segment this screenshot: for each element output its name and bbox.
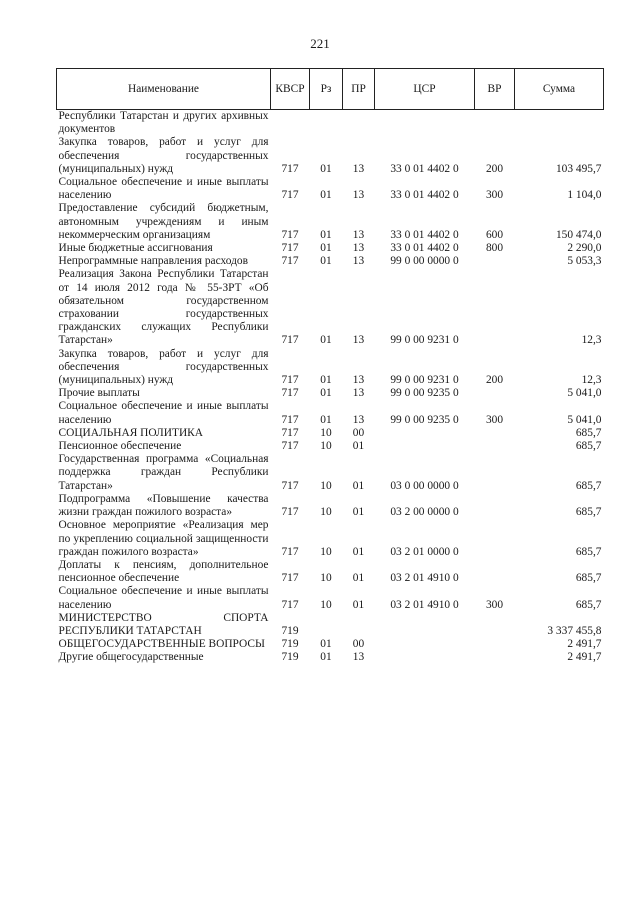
cell-vr: 200 xyxy=(485,374,504,387)
cell-sum: 5 041,0 xyxy=(567,413,602,426)
cell-csr xyxy=(375,612,475,638)
cell-sum: 5 041,0 xyxy=(567,387,602,400)
cell-pr: 13 xyxy=(352,387,365,400)
cell-rz: 01 xyxy=(320,413,332,426)
table-row xyxy=(57,453,604,493)
cell-vr: 300 xyxy=(485,189,504,202)
cell-pr: 01 xyxy=(352,545,365,558)
cell-csr xyxy=(375,638,475,651)
table-row xyxy=(57,440,604,453)
table-row xyxy=(57,268,604,347)
cell-pr: 01 xyxy=(352,506,365,519)
cell-kvsr: 719 xyxy=(281,651,299,664)
cell-sum: 12,3 xyxy=(581,334,602,347)
cell-rz: 10 xyxy=(320,479,332,492)
table-row xyxy=(57,110,604,137)
cell-sum: 685,7 xyxy=(575,426,602,439)
cell-sum: 2 290,0 xyxy=(567,242,602,255)
cell-sum: 5 053,3 xyxy=(567,255,602,268)
cell-kvsr: 717 xyxy=(281,545,299,558)
cell-vr xyxy=(475,387,515,400)
cell-kvsr: 717 xyxy=(281,426,299,439)
cell-pr: 13 xyxy=(352,413,365,426)
cell-rz: 01 xyxy=(320,228,332,241)
cell-rz: 01 xyxy=(320,189,332,202)
cell-kvsr: 719 xyxy=(281,624,299,637)
cell-pr: 00 xyxy=(352,426,365,439)
table-row xyxy=(57,651,604,664)
cell-csr: 33 0 01 4402 0 xyxy=(390,242,459,255)
cell-kvsr: 717 xyxy=(281,228,299,241)
cell-vr: 300 xyxy=(485,413,504,426)
cell-name: Социальное обеспечение и иные выплаты населению xyxy=(58,400,269,426)
cell-sum: 685,7 xyxy=(575,598,602,611)
cell-pr: 13 xyxy=(352,162,365,175)
table-row xyxy=(57,400,604,426)
header-name: Наименование xyxy=(57,69,271,110)
cell-pr: 01 xyxy=(352,479,365,492)
cell-kvsr: 717 xyxy=(281,374,299,387)
cell-pr: 13 xyxy=(352,242,365,255)
cell-vr xyxy=(475,612,515,638)
table-body xyxy=(57,110,604,665)
cell-pr: 13 xyxy=(352,334,365,347)
header-csr: ЦСР xyxy=(375,69,475,110)
budget-table xyxy=(56,68,604,665)
cell-csr: 03 2 01 4910 0 xyxy=(390,572,459,585)
table-row xyxy=(57,176,604,202)
cell-name: Государственная программа «Социальная поддержка граждан Республики Татарстан» xyxy=(58,453,269,492)
cell-name: Доплаты к пенсиям, дополнительное пенсионное обеспечение xyxy=(58,558,269,585)
cell-name: Прочие выплаты xyxy=(58,387,140,400)
table-row xyxy=(57,519,604,559)
cell-rz: 01 xyxy=(320,374,332,387)
cell-name: Другие общегосударственные xyxy=(58,651,204,664)
cell-name: СОЦИАЛЬНАЯ ПОЛИТИКА xyxy=(58,426,204,439)
cell-sum: 103 495,7 xyxy=(555,162,602,175)
cell-pr xyxy=(343,110,375,137)
cell-csr xyxy=(375,651,475,664)
cell-pr: 13 xyxy=(352,189,365,202)
cell-name: Социальное обеспечение и иные выплаты населению xyxy=(58,176,269,202)
cell-sum: 12,3 xyxy=(581,374,602,387)
cell-name: Социальное обеспечение и иные выплаты населению xyxy=(58,585,269,611)
cell-name: Республики Татарстан и других архивных документов xyxy=(58,110,269,136)
cell-sum: 150 474,0 xyxy=(555,228,602,241)
cell-kvsr: 717 xyxy=(281,387,299,400)
cell-rz: 01 xyxy=(320,255,332,268)
cell-name: Иные бюджетные ассигнования xyxy=(58,242,213,255)
cell-rz: 10 xyxy=(320,572,332,585)
table-row xyxy=(57,585,604,611)
cell-kvsr: 717 xyxy=(281,598,299,611)
header-kvsr: КВСР xyxy=(271,69,310,110)
table-row xyxy=(57,255,604,268)
cell-kvsr: 717 xyxy=(281,413,299,426)
cell-rz: 01 xyxy=(320,334,332,347)
cell-csr: 33 0 01 4402 0 xyxy=(390,162,459,175)
table-row xyxy=(57,638,604,651)
cell-vr: 800 xyxy=(485,242,504,255)
table-row xyxy=(57,202,604,242)
cell-csr: 03 2 01 0000 0 xyxy=(390,545,459,558)
cell-pr: 13 xyxy=(352,651,365,664)
cell-vr: 200 xyxy=(485,162,504,175)
cell-sum: 2 491,7 xyxy=(567,638,602,651)
cell-pr: 01 xyxy=(352,598,365,611)
header-pr: ПР xyxy=(343,69,375,110)
table-row xyxy=(57,559,604,585)
cell-sum: 685,7 xyxy=(575,572,602,585)
table-row xyxy=(57,348,604,388)
cell-vr xyxy=(475,268,515,347)
cell-rz: 10 xyxy=(320,426,332,439)
cell-sum: 685,7 xyxy=(575,440,602,453)
cell-kvsr xyxy=(271,110,310,137)
cell-name: Пенсионное обеспечение xyxy=(58,440,182,453)
cell-name: Основное мероприятие «Реализация мер по укреплению социальной защищенности граждан пожилого возраста» xyxy=(58,519,269,558)
cell-vr xyxy=(475,110,515,137)
cell-rz: 01 xyxy=(320,387,332,400)
cell-kvsr: 717 xyxy=(281,189,299,202)
cell-sum: 3 337 455,8 xyxy=(547,624,602,637)
header-vr: ВР xyxy=(475,69,515,110)
cell-csr: 03 2 00 0000 0 xyxy=(390,506,459,519)
cell-sum: 2 491,7 xyxy=(567,651,602,664)
cell-csr: 33 0 01 4402 0 xyxy=(390,228,459,241)
cell-csr: 99 0 00 9235 0 xyxy=(390,387,459,400)
cell-vr xyxy=(475,519,515,559)
cell-csr: 99 0 00 9235 0 xyxy=(390,413,459,426)
cell-pr: 13 xyxy=(352,374,365,387)
cell-csr xyxy=(375,110,475,137)
cell-name: ОБЩЕГОСУДАРСТВЕННЫЕ ВОПРОСЫ xyxy=(58,638,265,651)
cell-kvsr: 717 xyxy=(281,572,299,585)
cell-sum: 685,7 xyxy=(575,479,602,492)
cell-name: Реализация Закона Республики Татарстан от 14 июля 2012 года № 55-ЗРТ «Об обязательном государственном страховании государственных гражданских служащих Республики Татарстан» xyxy=(58,268,269,347)
cell-csr: 03 0 00 0000 0 xyxy=(390,479,459,492)
cell-name: Закупка товаров, работ и услуг для обеспечения государственных (муниципальных) нужд xyxy=(58,347,269,387)
cell-csr: 99 0 00 9231 0 xyxy=(390,374,459,387)
cell-sum: 685,7 xyxy=(575,506,602,519)
cell-csr: 03 2 01 4910 0 xyxy=(390,598,459,611)
cell-pr: 01 xyxy=(352,572,365,585)
cell-kvsr: 717 xyxy=(281,242,299,255)
cell-name: МИНИСТЕРСТВО СПОРТА РЕСПУБЛИКИ ТАТАРСТАН xyxy=(58,611,269,637)
table-row xyxy=(57,493,604,519)
cell-rz: 01 xyxy=(320,651,332,664)
cell-vr xyxy=(475,453,515,493)
cell-pr: 13 xyxy=(352,228,365,241)
cell-sum: 685,7 xyxy=(575,545,602,558)
cell-csr xyxy=(375,427,475,440)
cell-vr: 300 xyxy=(485,598,504,611)
cell-name: Предоставление субсидий бюджетным, автономным учреждениям и иным некоммерческим организациям xyxy=(58,202,269,241)
cell-csr: 99 0 00 0000 0 xyxy=(390,255,459,268)
cell-rz: 10 xyxy=(320,545,332,558)
table-row xyxy=(57,242,604,255)
table-row xyxy=(57,387,604,400)
cell-kvsr: 717 xyxy=(281,255,299,268)
cell-vr xyxy=(475,440,515,453)
cell-rz: 01 xyxy=(320,162,332,175)
cell-rz: 01 xyxy=(320,638,332,651)
cell-vr xyxy=(475,559,515,585)
cell-vr xyxy=(475,255,515,268)
table-header-row xyxy=(57,69,604,110)
cell-vr xyxy=(475,493,515,519)
cell-kvsr: 717 xyxy=(281,506,299,519)
cell-kvsr: 717 xyxy=(281,162,299,175)
cell-csr: 99 0 00 9231 0 xyxy=(390,334,459,347)
cell-rz xyxy=(310,612,343,638)
table-row xyxy=(57,136,604,176)
table-row xyxy=(57,612,604,638)
cell-rz: 10 xyxy=(320,440,332,453)
header-rz: Рз xyxy=(310,69,343,110)
cell-vr xyxy=(475,427,515,440)
header-sum: Сумма xyxy=(515,69,604,110)
cell-rz: 01 xyxy=(320,242,332,255)
cell-sum: 1 104,0 xyxy=(567,189,602,202)
cell-kvsr: 717 xyxy=(281,334,299,347)
cell-rz: 10 xyxy=(320,506,332,519)
cell-pr: 13 xyxy=(352,255,365,268)
cell-vr xyxy=(475,651,515,664)
cell-name: Закупка товаров, работ и услуг для обеспечения государственных (муниципальных) нужд xyxy=(58,136,269,175)
cell-vr xyxy=(475,638,515,651)
cell-name: Непрограммные направления расходов xyxy=(58,255,249,268)
cell-csr: 33 0 01 4402 0 xyxy=(390,189,459,202)
cell-pr: 00 xyxy=(352,638,365,651)
cell-kvsr: 719 xyxy=(281,638,299,651)
page-number: 221 xyxy=(310,36,330,51)
cell-rz: 10 xyxy=(320,598,332,611)
cell-vr: 600 xyxy=(485,228,504,241)
cell-sum xyxy=(515,110,604,137)
cell-kvsr: 717 xyxy=(281,440,299,453)
table-row xyxy=(57,427,604,440)
cell-kvsr: 717 xyxy=(281,479,299,492)
cell-pr xyxy=(343,612,375,638)
cell-pr: 01 xyxy=(352,440,365,453)
cell-rz xyxy=(310,110,343,137)
cell-name: Подпрограмма «Повышение качества жизни граждан пожилого возраста» xyxy=(58,492,269,519)
cell-csr xyxy=(375,440,475,453)
